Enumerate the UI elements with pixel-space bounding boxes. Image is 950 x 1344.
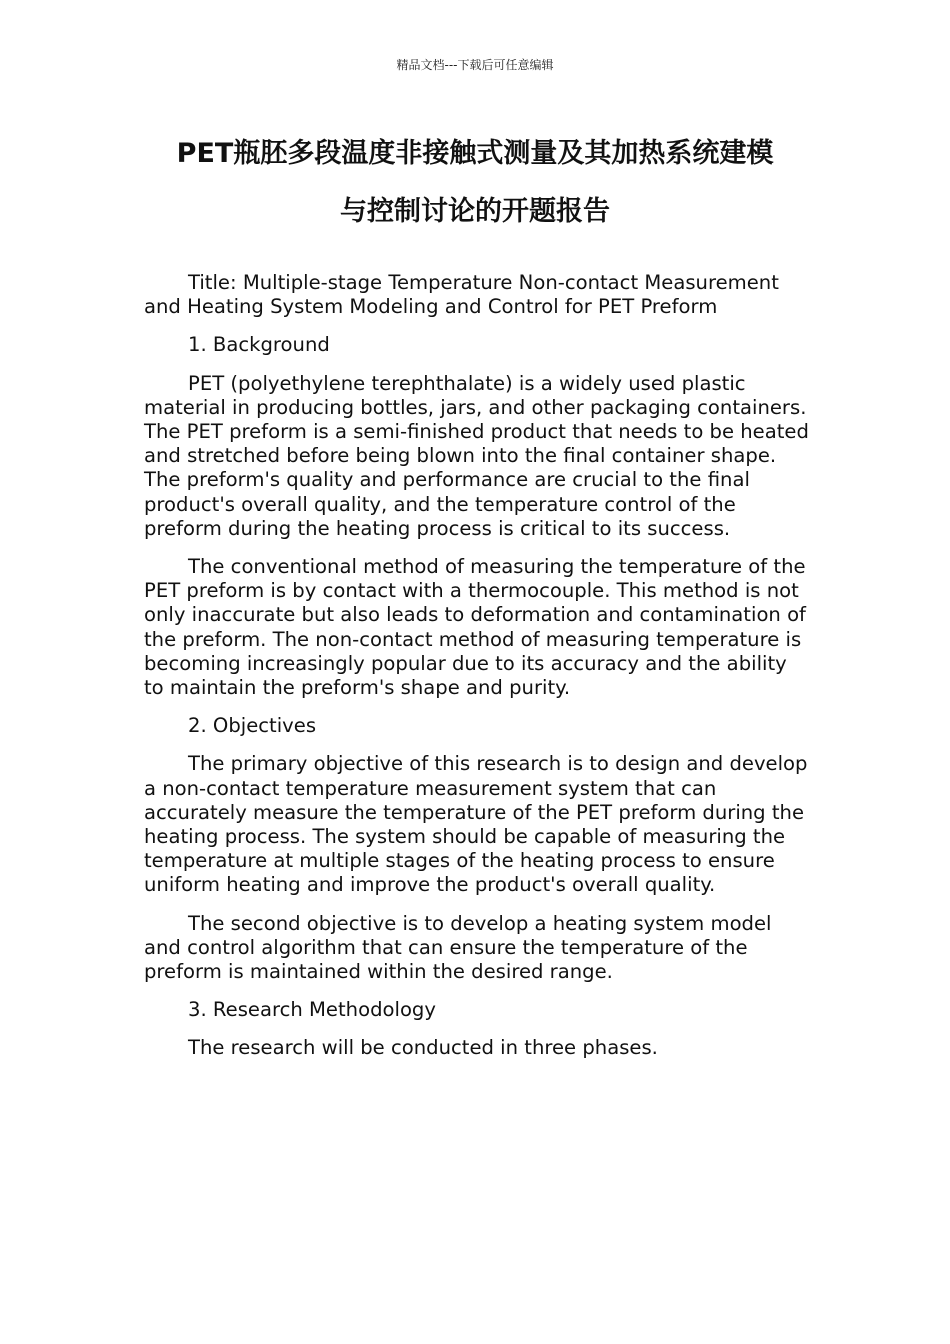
background-paragraph-1: PET (polyethylene terephthalate) is a widely used plastic material in producing bottles, jars, and other packaging containers. The PET preform is a semi-finished product that needs to be heated and stretched before being blown into the final container shape. The preform's quality and performance are crucial to the final product's overall quality, and the temperature control of the preform during the heating process is critical to its success. [144,371,809,540]
section-heading-objectives: 2. Objectives [188,714,317,738]
section-heading-methodology: 3. Research Methodology [188,998,436,1022]
document-title-line-2: 与控制讨论的开题报告 [340,196,610,227]
objectives-paragraph-2: The second objective is to develop a heating system model and control algorithm that can ensure the temperature of the preform is maintained within the desired range. [144,911,772,984]
document-body [144,271,810,1075]
objectives-paragraph-1: The primary objective of this research is to design and develop a non-contact temperature measurement system that can accurately measure the temperature of the PET preform during the heating process. The system should be capable of measuring the temperature at multiple stages of the heating process to ensure uniform heating and improve the product's overall quality. [144,752,808,897]
section-heading-background: 1. Background [188,333,330,357]
background-paragraph-2: The conventional method of measuring the temperature of the PET preform is by contact with a thermocouple. This method is not only inaccurate but also leads to deformation and contamination of the preform. The non-contact method of measuring temperature is becoming increasingly popular due to its accuracy and the ability to maintain the preform's shape and purity. [144,555,806,700]
english-title-paragraph: Title: Multiple-stage Temperature Non-contact Measurement and Heating System Modeling and Control for PET Preform [144,271,779,319]
methodology-paragraph-1: The research will be conducted in three phases. [188,1036,658,1060]
document-title-line-1: PET瓶胚多段温度非接触式测量及其加热系统建模 [176,138,774,169]
header-note: 精品文档---下载后可任意编辑 [396,58,554,72]
